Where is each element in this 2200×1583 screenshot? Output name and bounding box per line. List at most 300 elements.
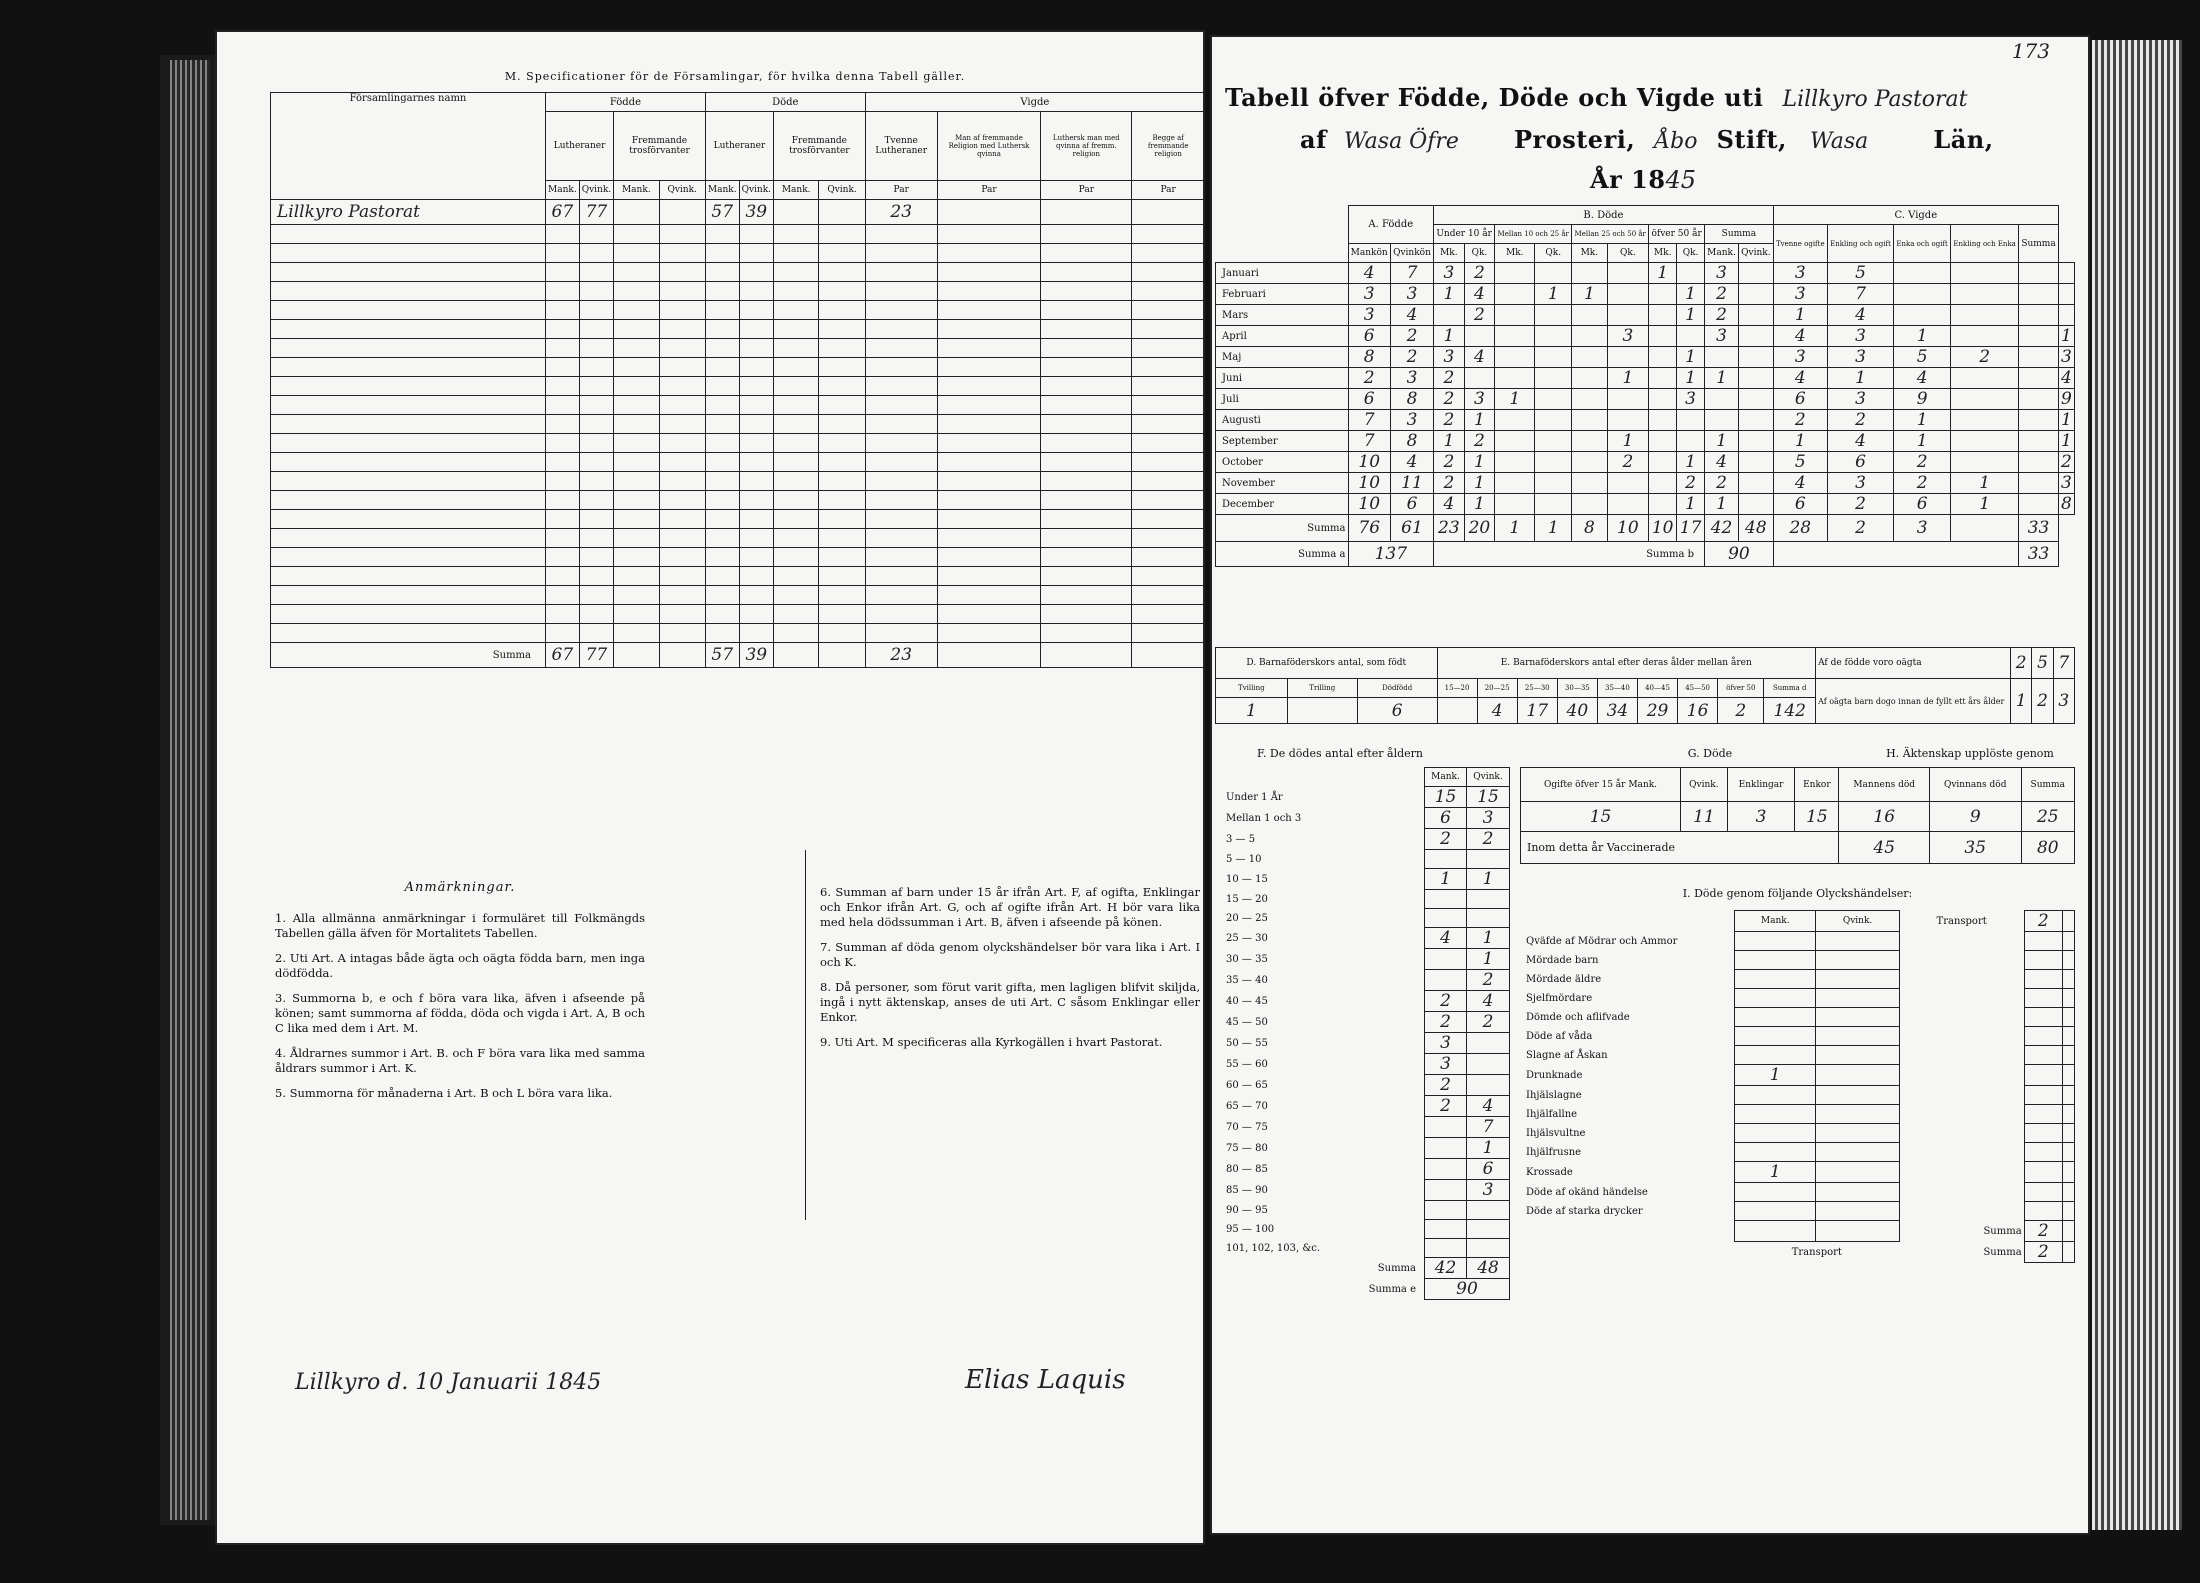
e-col: Summa d (1764, 679, 1816, 698)
blank-row (271, 624, 1205, 643)
age-row (1220, 1012, 1510, 1033)
cell (1572, 410, 1607, 431)
accident-row (1520, 1027, 2075, 1046)
blank-row (271, 396, 1205, 415)
sub-fremmande-2: Fremmande trosförvanter (774, 112, 866, 181)
pastorat-hand: Lillkyro Pastorat (1782, 87, 1968, 112)
cell: 25 (2021, 802, 2074, 832)
h-qvink: Qvink. (739, 181, 773, 200)
cell: 33 (2019, 515, 2059, 542)
g-col: Enklingar (1727, 768, 1795, 802)
cell: 6 (1894, 494, 1951, 515)
blank-row (271, 605, 1205, 624)
month-label: Augusti (1216, 410, 1349, 431)
summa-b-label: Summa b (1434, 542, 1705, 567)
cell: 2 (1348, 368, 1390, 389)
e-col: 20—25 (1477, 679, 1517, 698)
cell: 1 (1677, 305, 1705, 326)
cell: 1 (1495, 389, 1535, 410)
cell (1607, 410, 1649, 431)
month-row (1216, 326, 2075, 347)
cell (1894, 263, 1951, 284)
age-row (1220, 970, 1510, 991)
left-page (215, 30, 1205, 1545)
cell (1425, 1239, 1467, 1258)
cell: 5 (1894, 347, 1951, 368)
lan-label: Län, (1933, 125, 1994, 154)
cell (1287, 698, 1357, 724)
age-label: 60 — 65 (1226, 1079, 1268, 1091)
page-number: 173 (2011, 39, 2050, 63)
age-label: 80 — 85 (1226, 1163, 1268, 1175)
age-label: Mellan 1 och 3 (1226, 812, 1302, 824)
cell: 1 (1677, 452, 1705, 473)
cell (1425, 949, 1467, 970)
cell: 6 (1357, 698, 1437, 724)
cell (1495, 494, 1535, 515)
cell: 5 (2032, 648, 2053, 679)
col-fodde: Födde (546, 93, 706, 112)
cell (1739, 389, 1774, 410)
cell (1607, 473, 1649, 494)
cell: 1 (1434, 326, 1465, 347)
c-sub: Enka och ogift (1894, 225, 1951, 263)
cell: 17 (1677, 515, 1705, 542)
cell: 4 (1348, 263, 1390, 284)
cell: 4 (1434, 494, 1465, 515)
cell (1735, 932, 1816, 951)
cell (1677, 263, 1705, 284)
cell: 2 (1425, 1075, 1467, 1096)
age-row (1220, 949, 1510, 970)
cell: 7 (1827, 284, 1893, 305)
transport-label-2: Transport (1791, 1246, 1842, 1258)
cell (1649, 368, 1677, 389)
h-col: Mannens död (1839, 768, 1929, 802)
c-sub: Enkling och Enka (1951, 225, 2019, 263)
cell (1425, 1180, 1467, 1201)
cell: 1 (1705, 368, 1739, 389)
age-label: 10 — 15 (1226, 873, 1268, 885)
cell (1495, 473, 1535, 494)
b-sub: öfver 50 år (1649, 225, 1705, 244)
cell: 2 (1718, 698, 1764, 724)
cell: 4 (1773, 368, 1827, 389)
month-label: Januari (1216, 263, 1349, 284)
age-row (1220, 869, 1510, 890)
cell (2058, 284, 2074, 305)
cell (1535, 473, 1572, 494)
e-col: 25—30 (1517, 679, 1557, 698)
table-f (1220, 767, 1510, 1300)
month-label: Maj (1216, 347, 1349, 368)
cell (1495, 263, 1535, 284)
accident-row (1520, 1124, 2075, 1143)
h-mk: Mk. (1434, 244, 1465, 263)
table-m (270, 92, 1205, 668)
summa-label: Summa (1216, 515, 1349, 542)
cell (2019, 452, 2059, 473)
sub-man: Man af fremmande Religion med Luthersk qvinna (937, 112, 1041, 181)
cell: 28 (1773, 515, 1827, 542)
cell: 1 (1425, 869, 1467, 890)
cell (1425, 1117, 1467, 1138)
cell: 29 (1637, 698, 1677, 724)
accident-label: Krossade (1526, 1166, 1573, 1178)
h-mk: Mk. (1649, 244, 1677, 263)
h-qvink: Qvink. (579, 181, 613, 200)
cell (1951, 326, 2019, 347)
summa-c: 33 (2019, 542, 2059, 567)
cell: 3 (2058, 473, 2074, 494)
cell (2019, 326, 2059, 347)
cell (1425, 1220, 1467, 1239)
blank-row (271, 320, 1205, 339)
place-date: Lillkyro d. 10 Januarii 1845 (295, 1370, 602, 1395)
cell: 2 (1827, 515, 1893, 542)
cell: 1 (1649, 263, 1677, 284)
cell: 1 (1735, 1065, 1816, 1086)
cell (1705, 347, 1739, 368)
age-label: 40 — 45 (1226, 995, 1268, 1007)
summa-label: Summa (271, 643, 546, 668)
cell: 16 (1678, 698, 1718, 724)
cell: 8 (1390, 431, 1433, 452)
cell (1572, 452, 1607, 473)
cell (1535, 431, 1572, 452)
accident-row (1520, 1202, 2075, 1221)
blank-row (271, 377, 1205, 396)
cell (2019, 305, 2059, 326)
sub-luthersk: Luthersk man med qvinna af fremm. religion (1041, 112, 1132, 181)
table-row (271, 200, 1205, 225)
cell (1572, 347, 1607, 368)
cell: 1 (1827, 368, 1893, 389)
f-summa-e: 90 (1425, 1279, 1510, 1300)
cell (1467, 1033, 1510, 1054)
cell (1535, 410, 1572, 431)
cell: 1 (1894, 410, 1951, 431)
month-label: September (1216, 431, 1349, 452)
cell: 2 (2058, 452, 2074, 473)
cell (1495, 305, 1535, 326)
cell: 1 (2058, 431, 2074, 452)
cell: 1 (1951, 494, 2019, 515)
cell: 77 (579, 200, 613, 225)
cell: 3 (1827, 473, 1893, 494)
title-line-1 (1225, 83, 1968, 112)
cell (1572, 473, 1607, 494)
cell: 2 (2032, 679, 2053, 724)
cell (1572, 326, 1607, 347)
month-row (1216, 347, 2075, 368)
note: 5. Summorna för månaderna i Art. B och L böra vara lika. (275, 1086, 613, 1100)
cell: 3 (2058, 347, 2074, 368)
cell (1495, 347, 1535, 368)
cell: 1 (1434, 431, 1465, 452)
f-summa-label: Summa (1377, 1262, 1416, 1274)
cell: 2 (1467, 829, 1510, 850)
cell (1464, 368, 1495, 389)
age-label: 50 — 55 (1226, 1037, 1268, 1049)
note: 2. Uti Art. A intagas både ägta och oägta födda barn, men inga dödfödda. (275, 951, 645, 980)
cell: 2 (1425, 991, 1467, 1012)
cell: 1 (1677, 368, 1705, 389)
cell: 1 (1607, 368, 1649, 389)
cell (1467, 1220, 1510, 1239)
signature: Elias Laquis (965, 1365, 1126, 1395)
year-label: År 18 (1590, 165, 1666, 194)
cell (1495, 410, 1535, 431)
cell: 5 (1773, 452, 1827, 473)
cell: 6 (1773, 389, 1827, 410)
h-qvink: Qvink. (1467, 768, 1510, 787)
cell (1467, 1239, 1510, 1258)
cell: 2 (1464, 305, 1495, 326)
cell: 1 (1572, 284, 1607, 305)
cell: 15 (1795, 802, 1839, 832)
cell: 57 (705, 643, 739, 668)
blank-row (271, 472, 1205, 491)
cell (1739, 368, 1774, 389)
cell (1572, 389, 1607, 410)
cell (1739, 410, 1774, 431)
cell (1735, 989, 1816, 1008)
cell (1607, 494, 1649, 515)
note: 3. Summorna b, e och f böra vara lika, äfven i afseende på könen; samt summorna af födda, döda och vigda i Art. A, B och C lika med dem i Art. M. (275, 991, 645, 1035)
cell: 61 (1390, 515, 1433, 542)
h-mk: Mk. (1572, 244, 1607, 263)
accident-label: Döde af starka drycker (1526, 1205, 1643, 1217)
cell: 2 (1425, 829, 1467, 850)
cell: 6 (1425, 808, 1467, 829)
accident-label: Ihjälslagne (1526, 1089, 1582, 1101)
cell: 2 (1894, 473, 1951, 494)
c-sub: Enkling och ogift (1827, 225, 1893, 263)
cell: 1 (1216, 698, 1288, 724)
cell: 1 (1951, 473, 2019, 494)
cell (1677, 410, 1705, 431)
blank-row (271, 491, 1205, 510)
cell (1535, 263, 1572, 284)
cell (1425, 850, 1467, 869)
sub-lutheraner: Lutheraner (546, 112, 614, 181)
age-label: Under 1 År (1226, 791, 1283, 803)
cell: 3 (1827, 347, 1893, 368)
age-row (1220, 850, 1510, 869)
cell (1951, 452, 2019, 473)
cell (1705, 389, 1739, 410)
cell (1735, 1086, 1816, 1105)
accident-label: Ihjälfallne (1526, 1108, 1578, 1120)
accident-label: Dömde och aflifvade (1526, 1011, 1630, 1023)
cell: 11 (1681, 802, 1728, 832)
notes-divider (805, 850, 806, 1220)
oagta-label-2: Af oägta barn dogo innan de fyllt ett års ålder (1816, 679, 2011, 724)
blank-row (271, 415, 1205, 434)
cell: 1 (1464, 452, 1495, 473)
e-col: 35—40 (1597, 679, 1637, 698)
age-row (1220, 991, 1510, 1012)
col-vigde: Vigde (865, 93, 1204, 112)
parish-name: Lillkyro Pastorat (271, 200, 546, 225)
age-label: 65 — 70 (1226, 1100, 1268, 1112)
cell: 2 (2024, 1221, 2062, 1242)
cell: 7 (1467, 1117, 1510, 1138)
blank-row (271, 453, 1205, 472)
month-label: October (1216, 452, 1349, 473)
cell (1425, 1138, 1467, 1159)
h-mank: Mank. (1705, 244, 1739, 263)
cell (1467, 1201, 1510, 1220)
blank-row (271, 339, 1205, 358)
blank-row (271, 434, 1205, 453)
h-par: Par (865, 181, 937, 200)
section-m-heading: M. Specificationer för de Församlingar, för hvilka denna Tabell gäller. (504, 70, 966, 83)
cell: 3 (1894, 515, 1951, 542)
h-qvink: Qvink. (659, 181, 705, 200)
cell: 45 (1839, 832, 1929, 864)
accident-row (1520, 989, 2075, 1008)
h-mank: Mank. (546, 181, 580, 200)
cell (1649, 389, 1677, 410)
age-row (1220, 1096, 1510, 1117)
cell: 9 (1929, 802, 2021, 832)
af-label: af (1300, 125, 1327, 154)
cell: 4 (1477, 698, 1517, 724)
h-qk: Qk. (1607, 244, 1649, 263)
cell: 3 (1827, 326, 1893, 347)
cell: 4 (1773, 473, 1827, 494)
cell (1735, 1124, 1816, 1143)
cell: 10 (1348, 494, 1390, 515)
cell: 7 (1348, 410, 1390, 431)
d-title: D. Barnaföderskors antal, som födt (1216, 648, 1438, 679)
title-line-2 (1300, 125, 2070, 154)
cell: 2 (1464, 263, 1495, 284)
cell (1467, 1054, 1510, 1075)
age-label: 45 — 50 (1226, 1016, 1268, 1028)
cell (1607, 389, 1649, 410)
cell (1649, 473, 1677, 494)
cell: 6 (1773, 494, 1827, 515)
cell (1649, 494, 1677, 515)
cell: 39 (739, 643, 773, 668)
e-title: E. Barnaföderskors antal efter deras ålder mellan åren (1437, 648, 1816, 679)
age-row (1220, 1220, 1510, 1239)
cell: 2 (1773, 410, 1827, 431)
age-label: 70 — 75 (1226, 1121, 1268, 1133)
blank-row (271, 586, 1205, 605)
cell: 20 (1464, 515, 1495, 542)
cell: 2 (1827, 494, 1893, 515)
cell (1951, 263, 2019, 284)
f-summa-e-label: Summa e (1368, 1283, 1416, 1295)
accident-label: Drunknade (1526, 1069, 1583, 1081)
age-row (1220, 1180, 1510, 1201)
i-summa-label-2: Summa (1983, 1246, 2022, 1258)
blank-row (271, 567, 1205, 586)
cell (1535, 452, 1572, 473)
summa-b: 90 (1705, 542, 1774, 567)
cell: 2 (1705, 284, 1739, 305)
cell: 80 (2021, 832, 2074, 864)
cell: 48 (1739, 515, 1774, 542)
age-label: 75 — 80 (1226, 1142, 1268, 1154)
h-qk: Qk. (1535, 244, 1572, 263)
blank-row (271, 225, 1205, 244)
cell: 1 (2058, 410, 2074, 431)
h-col: Qvinnans död (1929, 768, 2021, 802)
cell (1535, 368, 1572, 389)
cell (1735, 1143, 1816, 1162)
transport-label: Transport (1936, 915, 1987, 927)
cell: 5 (1827, 263, 1893, 284)
cell (1535, 347, 1572, 368)
note: 7. Summan af döda genom olyckshändelser bör vara lika i Art. I och K. (820, 940, 1200, 969)
cell: 2 (1705, 473, 1739, 494)
notes-col-1 (275, 880, 645, 1111)
cell: 11 (1390, 473, 1433, 494)
cell: 2 (1467, 1012, 1510, 1033)
cell: 16 (1839, 802, 1929, 832)
cell: 7 (1348, 431, 1390, 452)
cell (1739, 452, 1774, 473)
month-row (1216, 305, 2075, 326)
h-mk: Mk. (1495, 244, 1535, 263)
d-col: Tvilling (1216, 679, 1288, 698)
accident-label: Mördade äldre (1526, 973, 1602, 985)
cell: 4 (1467, 1096, 1510, 1117)
age-label: 55 — 60 (1226, 1058, 1268, 1070)
age-row (1220, 1239, 1510, 1258)
cell (1467, 909, 1510, 928)
summa-a-label: Summa a (1216, 542, 1349, 567)
cell (1739, 494, 1774, 515)
year-line (1590, 165, 1696, 194)
cell: 6 (1390, 494, 1433, 515)
cell (1607, 263, 1649, 284)
cell: 1 (1464, 494, 1495, 515)
cell (1705, 410, 1739, 431)
age-label: 25 — 30 (1226, 932, 1268, 944)
sub-tvenne: Tvenne Lutheraner (865, 112, 937, 181)
cell: 3 (1464, 389, 1495, 410)
cell (1735, 1008, 1816, 1027)
age-row (1220, 829, 1510, 850)
g-col: Qvink. (1681, 768, 1728, 802)
cell (1464, 326, 1495, 347)
e-col: 15—20 (1437, 679, 1477, 698)
cell: 3 (1348, 284, 1390, 305)
accident-row (1520, 932, 2075, 951)
cell: 2 (1827, 410, 1893, 431)
cell: 67 (546, 643, 580, 668)
note: 6. Summan af barn under 15 år ifrån Art. F, af ogifta, Enklingar och Enkor ifrån Art. G, och af ogifte ifrån Art. H bör vara lika med hela dödssumman i Art. B, äfven i afseende på könen. (820, 885, 1200, 929)
month-label: Mars (1216, 305, 1349, 326)
h-qvink: Qvink. (819, 181, 865, 200)
month-row (1216, 263, 2075, 284)
e-col: 30—35 (1557, 679, 1597, 698)
e-col: öfver 50 (1718, 679, 1764, 698)
f-title: F. De dödes antal efter åldern (1257, 747, 1423, 760)
cell (1739, 305, 1774, 326)
cell: 42 (1705, 515, 1739, 542)
cell: 40 (1557, 698, 1597, 724)
h-mank: Mank. (705, 181, 739, 200)
cell: 2 (1894, 452, 1951, 473)
cell (1739, 431, 1774, 452)
